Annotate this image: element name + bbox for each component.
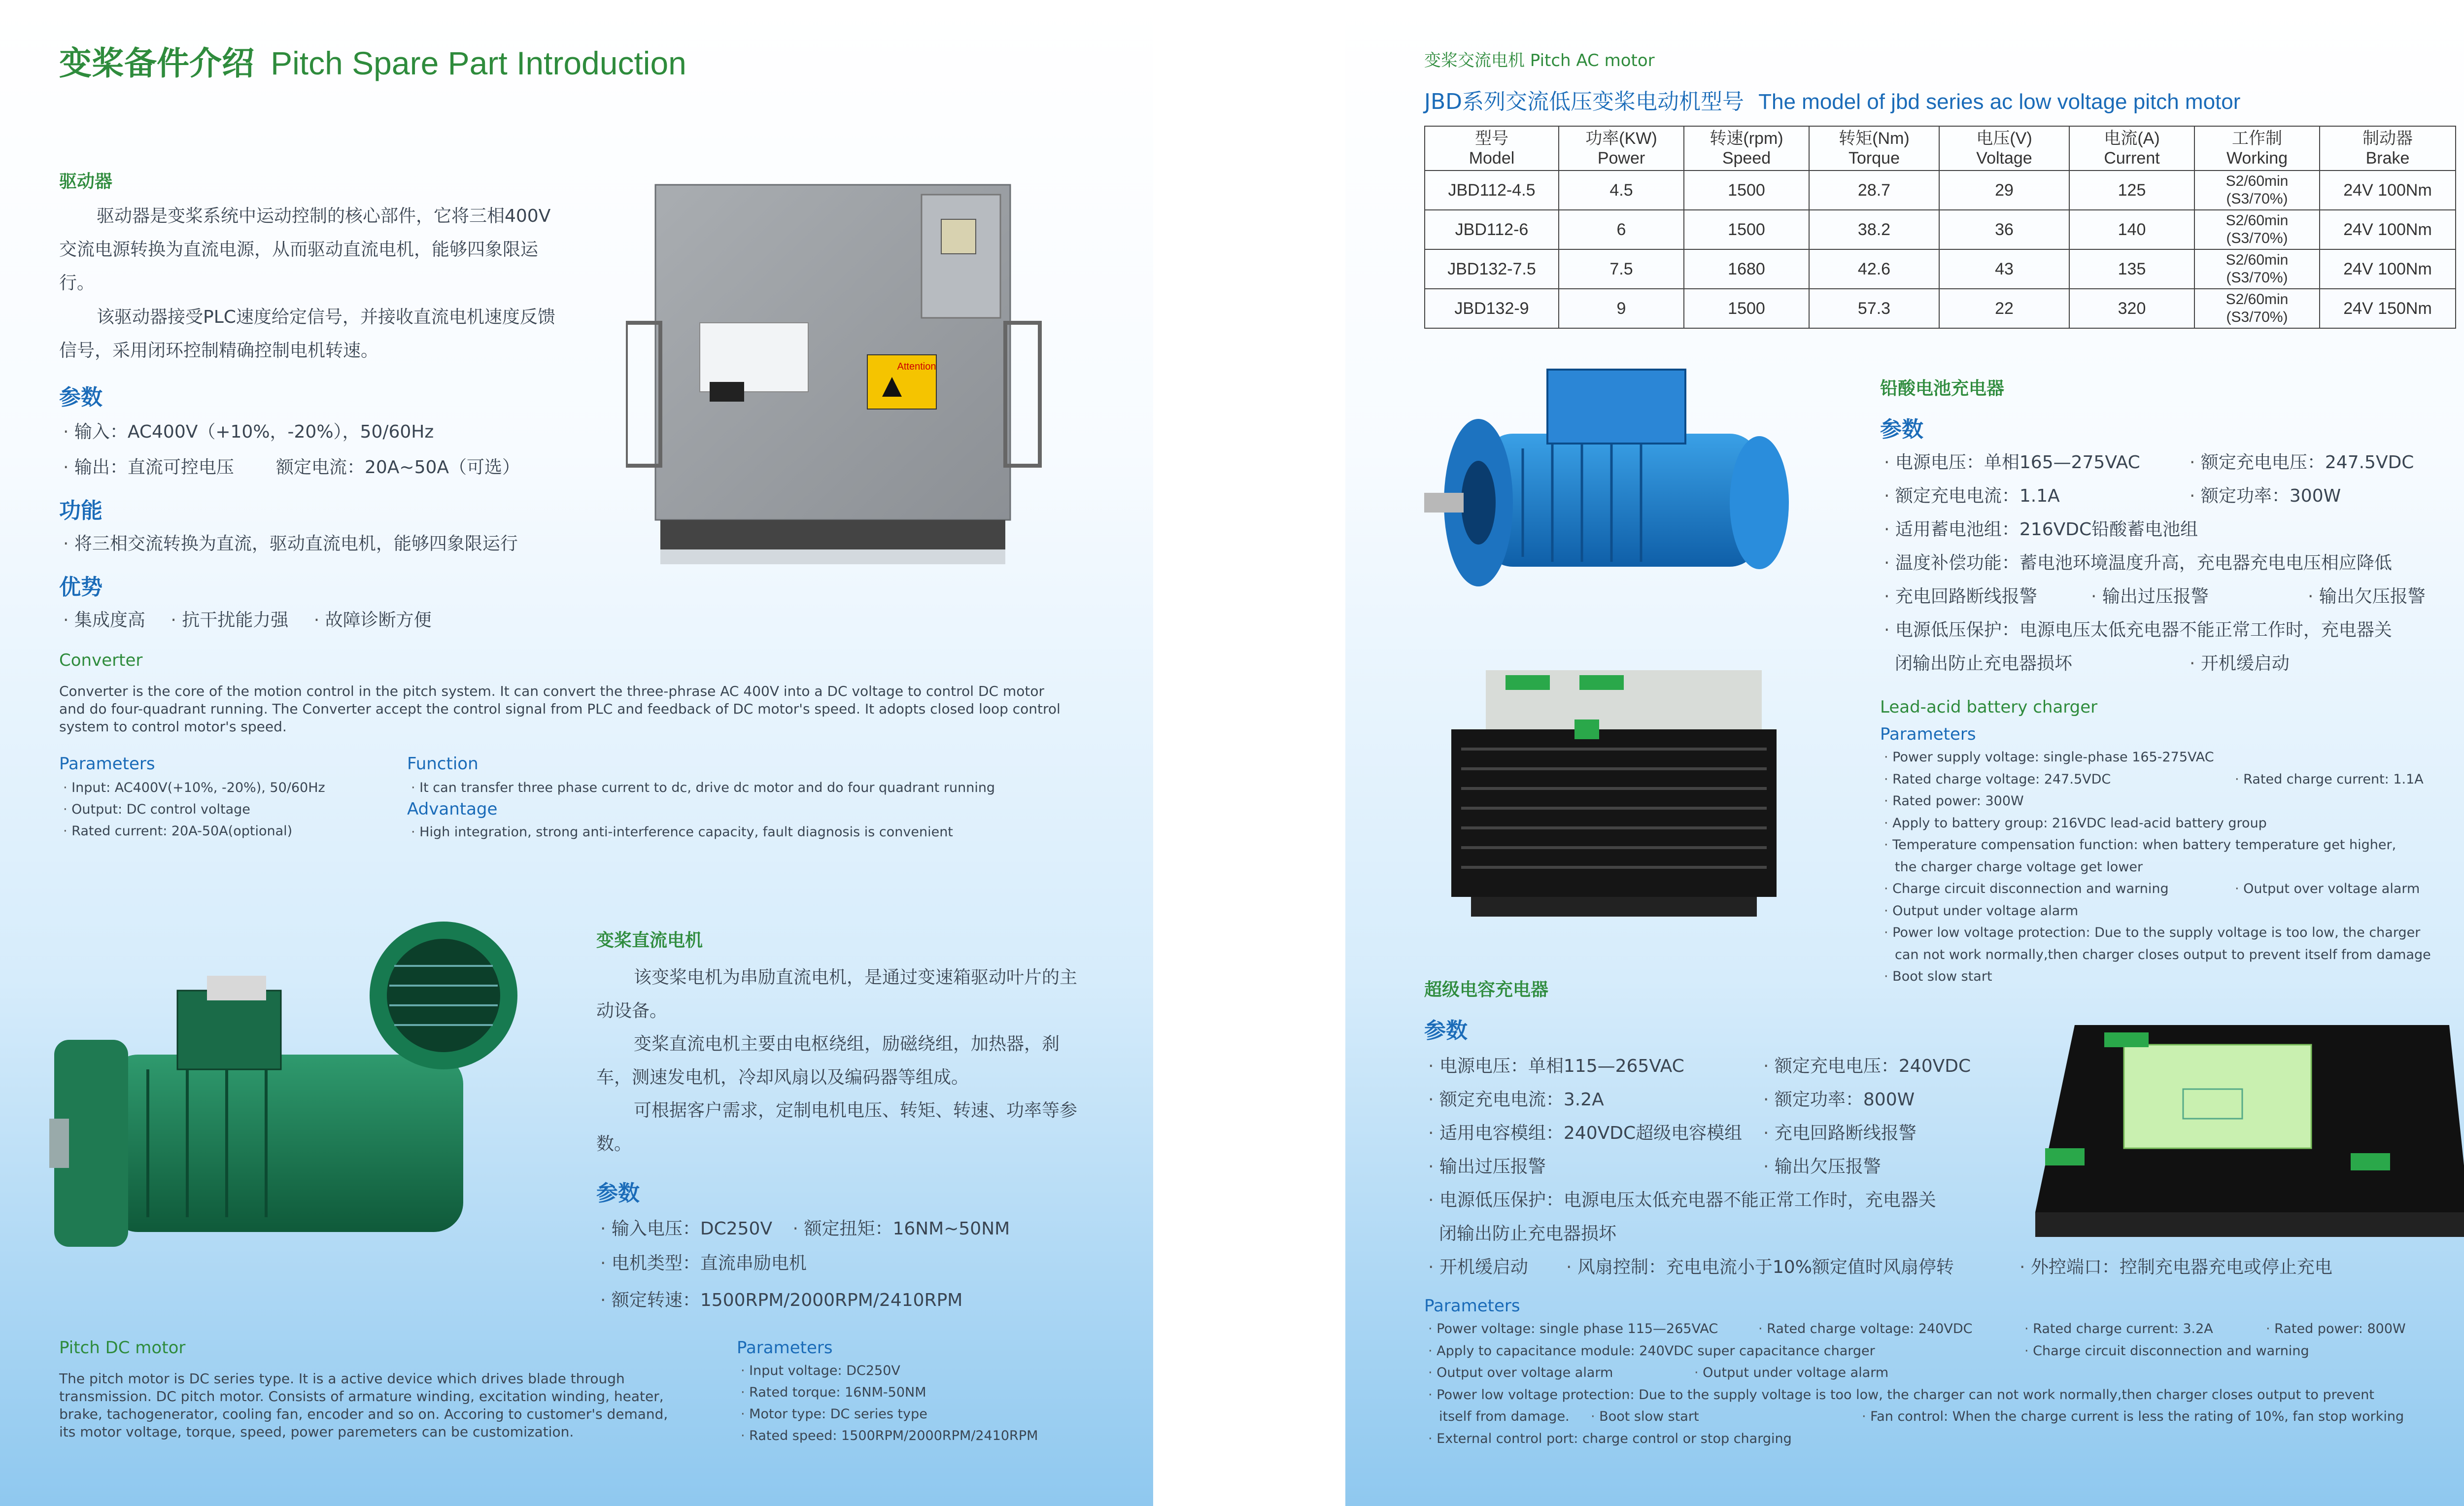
header-en: Torque bbox=[1848, 149, 1900, 168]
lead-param-en: can not work normally,then charger closes output to prevent itself from damage bbox=[1895, 947, 2431, 962]
working-line: (S3/70%) bbox=[2226, 309, 2288, 325]
super-param-en: · Output over voltage alarm bbox=[1428, 1365, 1613, 1380]
super-param-en: · External control port: charge control or stop charging bbox=[1428, 1428, 2464, 1450]
super-charger-heading-zh: 超级电容充电器 bbox=[1424, 980, 1549, 1000]
cell-voltage: 22 bbox=[1939, 289, 2069, 328]
super-param: · 风扇控制：充电电流小于10%额定值时风扇停转 bbox=[1566, 1251, 1954, 1284]
dc-motor-para3: 可根据客户需求，定制电机电压、转矩、转速、功率等参数。 bbox=[596, 1100, 1078, 1154]
cell-power: 6 bbox=[1559, 210, 1684, 249]
dc-motor-para2: 变桨直流电机主要由电枢绕组，励磁绕组，加热器，刹车，测速发电机，冷却风扇以及编码器等组成。 bbox=[596, 1034, 1060, 1088]
table-row bbox=[1425, 249, 2456, 289]
lead-charger-image bbox=[1451, 660, 1777, 926]
lead-params-list bbox=[1884, 446, 2431, 681]
dc-param-en-4: · Rated speed: 1500RPM/2000RPM/2410RPM bbox=[741, 1425, 1038, 1447]
cell-power: 7.5 bbox=[1559, 249, 1684, 289]
dc-param: · 额定扭矩：16NM~50NM bbox=[793, 1219, 1010, 1239]
lead-params-heading-en: Parameters bbox=[1880, 724, 1976, 744]
working-line: S2/60min bbox=[2225, 291, 2289, 308]
left-page bbox=[0, 0, 1153, 1506]
converter-advantages bbox=[63, 604, 432, 637]
lead-param-en: · Output over voltage alarm bbox=[2235, 878, 2420, 900]
lead-param-en: · Power supply voltage: single-phase 165-275VAC bbox=[1884, 747, 2464, 769]
converter-heading-zh: 驱动器 bbox=[59, 171, 113, 192]
cell-torque: 28.7 bbox=[1809, 171, 1939, 210]
dc-motor-heading-zh: 变桨直流电机 bbox=[596, 930, 703, 951]
working-line: S2/60min bbox=[2225, 212, 2289, 229]
working-line: S2/60min bbox=[2225, 173, 2289, 189]
table-row bbox=[1425, 210, 2456, 249]
super-param-en: · Fan control: When the charge current is less the rating of 10%, fan stop working bbox=[1862, 1406, 2404, 1428]
converter-device-image bbox=[626, 180, 1055, 569]
cell-brake: 24V 100Nm bbox=[2320, 249, 2456, 289]
super-param-en: · Apply to capacitance module: 240VDC super capacitance charger bbox=[1428, 1343, 1875, 1359]
super-param-en: · Charge circuit disconnection and warning bbox=[2024, 1340, 2309, 1363]
cell-brake: 24V 100Nm bbox=[2320, 171, 2456, 210]
table-header-row bbox=[1425, 126, 2456, 171]
cell-model: JBD132-9 bbox=[1425, 289, 1559, 328]
col-model bbox=[1425, 126, 1559, 171]
col-voltage bbox=[1939, 126, 2069, 171]
advantage-item: · 抗干扰能力强 bbox=[171, 610, 288, 630]
lead-param-en: · Rated charge voltage: 247.5VDC bbox=[1884, 772, 2111, 787]
super-params-heading-en: Parameters bbox=[1424, 1296, 1520, 1316]
page-title-zh: 变桨备件介绍 bbox=[59, 44, 254, 82]
cell-model: JBD112-4.5 bbox=[1425, 171, 1559, 210]
col-brake bbox=[2320, 126, 2456, 171]
page-title bbox=[59, 37, 686, 84]
table-title-en: The model of jbd series ac low voltage pitch motor bbox=[1758, 90, 2241, 114]
super-param: · 电源低压保护：电源电压太低充电器不能正常工作时，充电器关 bbox=[1428, 1190, 1936, 1210]
header-en: Working bbox=[2226, 149, 2288, 168]
col-working bbox=[2194, 126, 2320, 171]
converter-advantage-heading-en: Advantage bbox=[407, 799, 498, 819]
cell-torque: 42.6 bbox=[1809, 249, 1939, 289]
header-en: Power bbox=[1597, 149, 1645, 168]
super-param: · 电源电压：单相115—265VAC bbox=[1428, 1056, 1684, 1076]
cell-model: JBD132-7.5 bbox=[1425, 249, 1559, 289]
super-param: · 输出欠压报警 bbox=[1763, 1150, 1881, 1184]
working-line: S2/60min bbox=[2225, 252, 2289, 268]
table-row bbox=[1425, 171, 2456, 210]
lead-param-en: · Apply to battery group: 216VDC lead-acid battery group bbox=[1884, 813, 2464, 835]
header-zh: 电压(V) bbox=[1976, 129, 2032, 148]
lead-param: · 电源低压保护：电源电压太低充电器不能正常工作时，充电器关 bbox=[1884, 620, 2392, 640]
super-param-en: · Rated charge voltage: 240VDC bbox=[1758, 1318, 1972, 1340]
super-param-en: · Boot slow start bbox=[1591, 1406, 1699, 1428]
ac-motor-image bbox=[1424, 360, 1809, 596]
lead-param: · 充电回路断线报警 bbox=[1884, 586, 2037, 607]
lead-param: · 开机缓启动 bbox=[2190, 647, 2290, 681]
lead-param: · 输出欠压报警 bbox=[2308, 580, 2426, 614]
header-en: Voltage bbox=[1976, 149, 2032, 168]
lead-param-en: · Output under voltage alarm bbox=[1884, 900, 2464, 923]
cell-working bbox=[2194, 249, 2320, 289]
converter-params-heading: 参数 bbox=[59, 385, 103, 410]
lead-params-heading: 参数 bbox=[1880, 417, 1923, 442]
col-power bbox=[1559, 126, 1684, 171]
cell-torque: 57.3 bbox=[1809, 289, 1939, 328]
dc-param-en-2: · Rated torque: 16NM-50NM bbox=[741, 1382, 926, 1403]
table-title bbox=[1424, 84, 2240, 115]
super-param: · 输出过压报警 bbox=[1428, 1157, 1546, 1177]
lead-param-en: · Rated charge current: 1.1A bbox=[2235, 769, 2424, 791]
converter-function-heading-en: Function bbox=[407, 754, 479, 774]
super-param: · 额定功率：800W bbox=[1763, 1083, 1915, 1117]
cell-torque: 38.2 bbox=[1809, 210, 1939, 249]
converter-advantage-en: · High integration, strong anti-interference capacity, fault diagnosis is convenient bbox=[411, 821, 953, 843]
dc-param: · 输入电压：DC250V bbox=[600, 1219, 772, 1239]
page-title-en: Pitch Spare Part Introduction bbox=[271, 45, 686, 81]
super-params-en-list bbox=[1428, 1318, 2464, 1450]
lead-params-en-list bbox=[1884, 747, 2464, 988]
cell-current: 135 bbox=[2069, 249, 2194, 289]
header-zh: 转矩(Nm) bbox=[1839, 129, 1910, 148]
header-zh: 电流(A) bbox=[2104, 129, 2160, 148]
converter-function-text: · 将三相交流转换为直流，驱动直流电机，能够四象限运行 bbox=[63, 527, 518, 561]
cell-voltage: 43 bbox=[1939, 249, 2069, 289]
cell-speed: 1500 bbox=[1684, 171, 1809, 210]
dc-motor-params-row2: · 电机类型：直流串励电机 bbox=[600, 1247, 807, 1280]
super-param: · 开机缓启动 bbox=[1428, 1257, 1528, 1277]
dc-motor-params-row1 bbox=[600, 1212, 1010, 1246]
cell-brake: 24V 100Nm bbox=[2320, 210, 2456, 249]
cell-current: 140 bbox=[2069, 210, 2194, 249]
cell-voltage: 36 bbox=[1939, 210, 2069, 249]
header-en: Speed bbox=[1722, 149, 1771, 168]
motor-spec-table bbox=[1424, 126, 2456, 329]
cell-working bbox=[2194, 171, 2320, 210]
lead-param: · 额定功率：300W bbox=[2190, 479, 2341, 513]
dc-motor-desc-en: The pitch motor is DC series type. It is a active device which drives blade through transmission. DC pitch motor. Consists of armature winding, excitation winding, heater, brake, tachogenerator, cooling fan, encoder and so on. Accoring to customer's demand, its motor voltage, torque, speed, power paremeters can be customization. bbox=[59, 1370, 668, 1440]
lead-param: · 输出过压报警 bbox=[2091, 580, 2209, 614]
dc-motor-heading-en: Pitch DC motor bbox=[59, 1338, 186, 1358]
dc-motor-params-heading: 参数 bbox=[596, 1181, 640, 1206]
converter-param-en-1: · Input: AC400V(+10%, -20%), 50/60Hz bbox=[63, 777, 325, 799]
lead-param-en: · Temperature compensation function: when battery temperature get higher, bbox=[1884, 834, 2464, 856]
super-param-en: · Output under voltage alarm bbox=[1694, 1362, 1888, 1384]
header-en: Model bbox=[1469, 149, 1515, 168]
lead-param: 闭输出防止充电器损坏 bbox=[1895, 653, 2073, 674]
lead-param: · 电源电压：单相165—275VAC bbox=[1884, 452, 2140, 473]
header-zh: 型号 bbox=[1475, 129, 1508, 148]
cell-working bbox=[2194, 210, 2320, 249]
super-charger-image bbox=[2035, 1015, 2464, 1247]
right-page bbox=[1345, 0, 2464, 1506]
working-line: (S3/70%) bbox=[2226, 230, 2288, 246]
ac-motor-heading: 变桨交流电机 Pitch AC motor bbox=[1424, 51, 1655, 70]
super-param-en: · Rated power: 800W bbox=[2266, 1318, 2406, 1340]
lead-charger-heading-en: Lead-acid battery charger bbox=[1880, 697, 2098, 717]
lead-charger-heading-zh: 铅酸电池充电器 bbox=[1880, 378, 2005, 399]
cell-voltage: 29 bbox=[1939, 171, 2069, 210]
table-title-zh: JBD系列交流低压变桨电动机型号 bbox=[1424, 89, 1745, 114]
converter-param-2: · 输出：直流可控电压 bbox=[63, 451, 234, 484]
super-params-heading: 参数 bbox=[1424, 1018, 1468, 1043]
cell-working bbox=[2194, 289, 2320, 328]
lead-param: · 适用蓄电池组：216VDC铅酸蓄电池组 bbox=[1884, 519, 2198, 540]
converter-advantage-heading: 优势 bbox=[59, 575, 103, 600]
header-zh: 转速(rpm) bbox=[1710, 129, 1783, 148]
super-param: 闭输出防止充电器损坏 bbox=[1439, 1224, 1617, 1244]
super-param: · 额定充电电流：3.2A bbox=[1428, 1090, 1604, 1110]
advantage-item: · 故障诊断方便 bbox=[314, 610, 432, 630]
lead-param-en: · Rated power: 300W bbox=[1884, 790, 2464, 813]
dc-param-en-1: · Input voltage: DC250V bbox=[741, 1360, 900, 1382]
converter-function-heading: 功能 bbox=[59, 498, 103, 523]
dc-motor-image bbox=[49, 912, 562, 1291]
super-param-en: · Rated charge current: 3.2A bbox=[2024, 1318, 2213, 1340]
dc-motor-params-row3: · 额定转速：1500RPM/2000RPM/2410RPM bbox=[600, 1284, 962, 1317]
lead-param-en: the charger charge voltage get lower bbox=[1895, 859, 2143, 875]
cell-speed: 1680 bbox=[1684, 249, 1809, 289]
converter-param-en-3: · Rated current: 20A-50A(optional) bbox=[63, 821, 292, 842]
converter-para1: 驱动器是变桨系统中运动控制的核心部件，它将三相400V交流电源转换为直流电源，从而驱动直流电机，能够四象限运行。 bbox=[59, 206, 551, 293]
working-line: (S3/70%) bbox=[2226, 191, 2288, 207]
super-param: · 外控端口：控制充电器充电或停止充电 bbox=[2019, 1251, 2332, 1284]
converter-param-3: 额定电流：20A~50A（可选） bbox=[276, 457, 520, 478]
advantage-item: · 集成度高 bbox=[63, 610, 145, 630]
lead-param-en: · Power low voltage protection: Due to the supply voltage is too low, the charger bbox=[1884, 922, 2464, 944]
header-zh: 工作制 bbox=[2232, 129, 2282, 148]
col-current bbox=[2069, 126, 2194, 171]
cell-power: 4.5 bbox=[1559, 171, 1684, 210]
converter-param-en-2: · Output: DC control voltage bbox=[63, 799, 250, 821]
table-row bbox=[1425, 289, 2456, 328]
header-zh: 制动器 bbox=[2362, 129, 2413, 148]
lead-param: · 额定充电电压：247.5VDC bbox=[2190, 446, 2414, 479]
header-zh: 功率(KW) bbox=[1585, 129, 1657, 148]
attention-label: Attention bbox=[897, 361, 936, 372]
super-param-en: · Power low voltage protection: Due to the supply voltage is too low, the charger can not work normally,then charger closes output to prevent bbox=[1428, 1384, 2464, 1406]
lead-param: · 温度补偿功能：蓄电池环境温度升高，充电器充电电压相应降低 bbox=[1884, 553, 2392, 573]
super-param-en: itself from damage. bbox=[1439, 1409, 1570, 1424]
cell-speed: 1500 bbox=[1684, 210, 1809, 249]
cell-power: 9 bbox=[1559, 289, 1684, 328]
header-en: Current bbox=[2104, 149, 2160, 168]
dc-param-en-3: · Motor type: DC series type bbox=[741, 1403, 927, 1425]
lead-param: · 额定充电电流：1.1A bbox=[1884, 486, 2060, 506]
cell-speed: 1500 bbox=[1684, 289, 1809, 328]
converter-heading-en: Converter bbox=[59, 650, 143, 670]
cell-current: 320 bbox=[2069, 289, 2194, 328]
cell-current: 125 bbox=[2069, 171, 2194, 210]
converter-param-1: · 输入：AC400V（+10%，-20%），50/60Hz bbox=[63, 415, 434, 449]
super-param: · 额定充电电压：240VDC bbox=[1763, 1050, 1971, 1083]
cell-brake: 24V 150Nm bbox=[2320, 289, 2456, 328]
header-en: Brake bbox=[2365, 149, 2410, 168]
dc-motor-para1: 该变桨电机为串励直流电机，是通过变速箱驱动叶片的主动设备。 bbox=[596, 967, 1078, 1021]
col-torque bbox=[1809, 126, 1939, 171]
cell-model: JBD112-6 bbox=[1425, 210, 1559, 249]
super-param: · 适用电容模组：240VDC超级电容模组 bbox=[1428, 1123, 1742, 1143]
dc-motor-params-heading-en: Parameters bbox=[737, 1338, 833, 1358]
super-param-en: · Power voltage: single phase 115—265VAC bbox=[1428, 1321, 1718, 1336]
converter-params-heading-en: Parameters bbox=[59, 754, 155, 774]
converter-para2: 该驱动器接受PLC速度给定信号，并接收直流电机速度反馈信号，采用闭环控制精确控制电机转速。 bbox=[59, 307, 555, 361]
converter-function-en: · It can transfer three phase current to dc, drive dc motor and do four quadrant running bbox=[411, 777, 995, 799]
working-line: (S3/70%) bbox=[2226, 270, 2288, 286]
lead-param-en: · Charge circuit disconnection and warning bbox=[1884, 881, 2169, 896]
lead-param-en: · Boot slow start bbox=[1884, 966, 2464, 988]
col-speed bbox=[1684, 126, 1809, 171]
super-param: · 充电回路断线报警 bbox=[1763, 1117, 1916, 1150]
converter-desc-en: Converter is the core of the motion control in the pitch system. It can convert the three-phrase AC 400V into a DC voltage to control DC motor and do four-quadrant running. The Converter accept the control signal from PLC and feedback of DC motor's speed. It adopts closed loop control system to control motor's speed. bbox=[59, 683, 1061, 735]
